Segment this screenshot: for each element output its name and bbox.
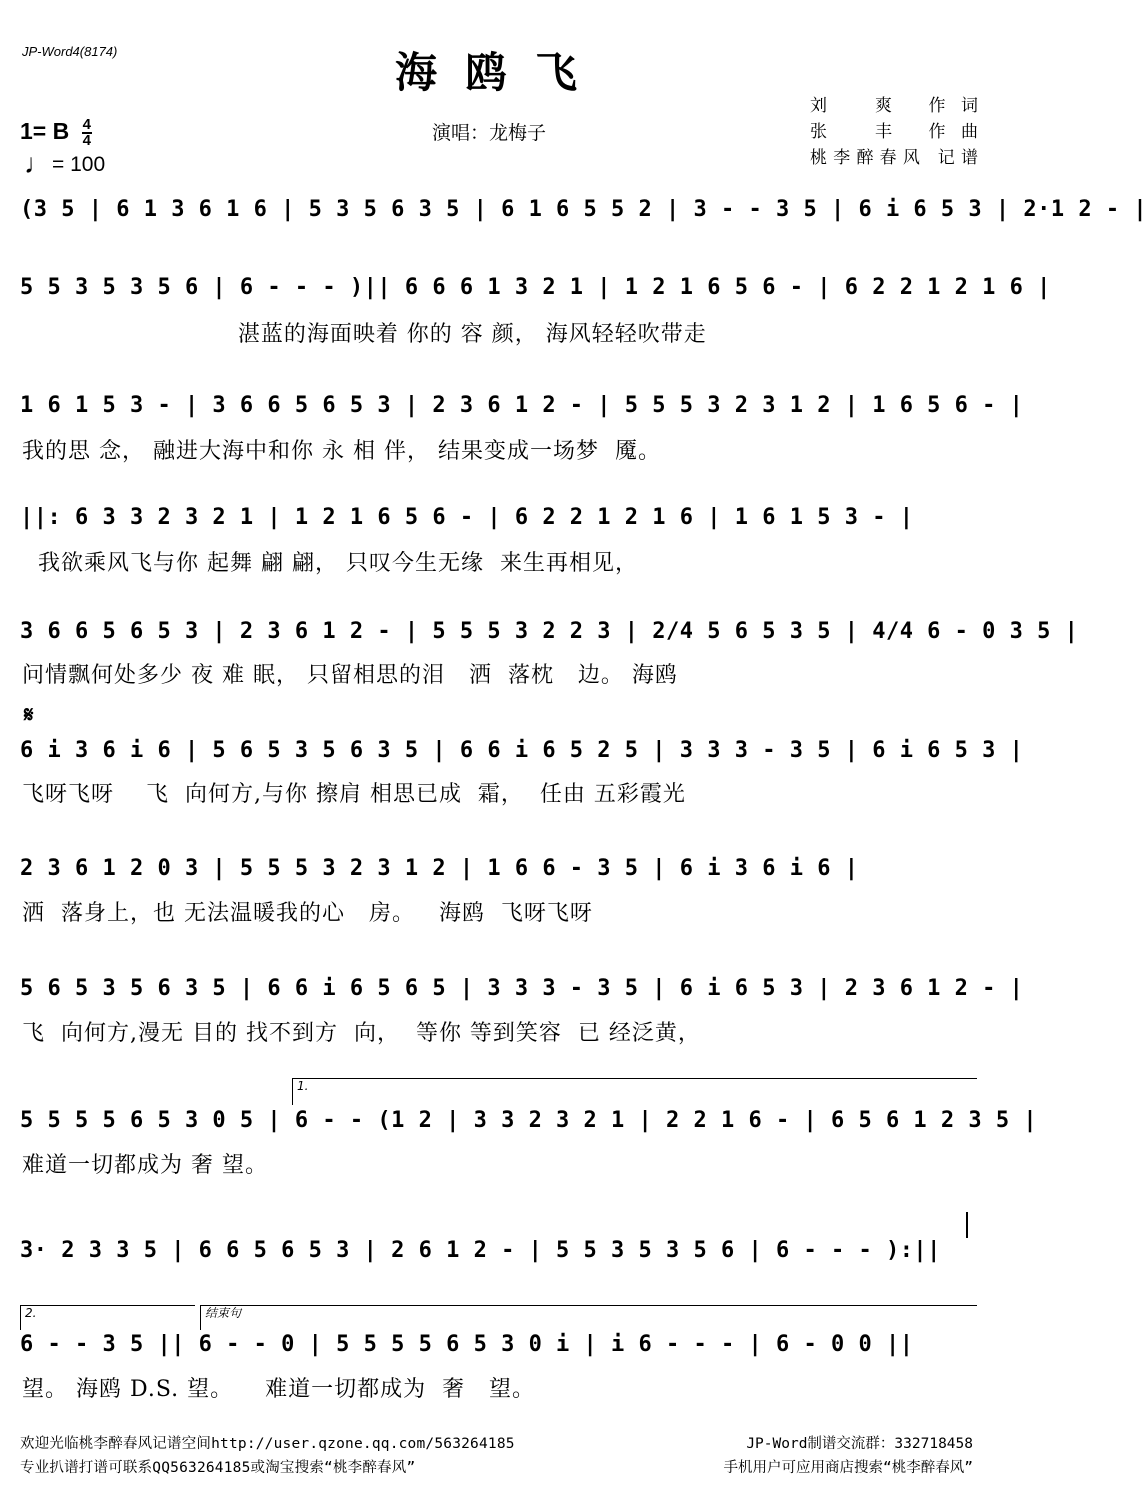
composer-credit: 张 丰 作曲 <box>810 122 978 142</box>
notation-line-4: ||: 6 3 3 2 3 2 1 | 1 2 1 6 5 6 - | 6 2 2 1 2 1 6 | 1 6 1 5 3 - | <box>20 505 914 530</box>
notation-line-10: 3· 2 3 3 5 | 6 6 5 6 5 3 | 2 6 1 2 - | 5 5 3 5 3 5 6 | 6 - - - ):|| <box>20 1238 941 1263</box>
lyric-line-8: 飞 向何方,漫无 目的 找不到方 向， 等你 等到笑容 已 经泛黄， <box>22 1021 701 1046</box>
lyric-line-6: 飞呀飞呀 飞 向何方,与你 擦肩 相思已成 霜， 任由 五彩霞光 <box>22 782 686 807</box>
lyric-line-4: 我欲乘风飞与你 起舞 翩 翩， 只叹今生无缘 来生再相见， <box>22 551 638 576</box>
quarter-note-icon: ♩ <box>24 148 52 179</box>
key-text: 1= B <box>20 118 70 145</box>
time-top: 4 <box>82 116 91 133</box>
volta-first-ending <box>292 1078 977 1105</box>
volta-1-label: 1. <box>297 1079 309 1093</box>
transcriber-credit: 桃李醉春风 记谱 <box>810 148 978 168</box>
software-label: JP-Word4(8174) <box>22 44 118 59</box>
song-title: 海鸥飞 <box>394 48 605 97</box>
volta-continuation <box>966 1212 968 1238</box>
ending-phrase-bracket <box>200 1305 977 1330</box>
singer-credit: 演唱：龙梅子 <box>432 122 547 144</box>
notation-line-9: 5 5 5 5 6 5 3 0 5 | 6 - - (1 2 | 3 3 2 3 2 1 | 2 2 1 6 - | 6 5 6 1 2 3 5 | <box>20 1108 1038 1133</box>
footer-website: 欢迎光临桃李醉春风记谱空间http://user.qzone.qq.com/563264185 <box>20 1436 515 1452</box>
time-bottom: 4 <box>82 132 91 149</box>
notation-line-3: 1 6 1 5 3 - | 3 6 6 5 6 5 3 | 2 3 6 1 2 - | 5 5 5 3 2 3 1 2 | 1 6 5 6 - | <box>20 393 1024 418</box>
tempo-value: = 100 <box>52 153 106 176</box>
notation-line-6: 6 i 3 6 i 6 | 5 6 5 3 5 6 3 5 | 6 6 i 6 5 2 5 | 3 3 3 - 3 5 | 6 i 6 5 3 | <box>20 738 1024 763</box>
lyric-line-5: 问情飘何处多少 夜 难 眠， 只留相思的泪 洒 落枕 边。 海鸥 <box>22 663 678 688</box>
volta-second-ending <box>20 1305 195 1330</box>
lyric-line-3: 我的思 念， 融进大海中和你 永 相 伴， 结果变成一场梦 魇。 <box>22 439 661 464</box>
lyricist-credit: 刘 爽 作词 <box>810 96 978 116</box>
volta-2-label: 2. <box>25 1306 37 1320</box>
notation-line-7: 2 3 6 1 2 0 3 | 5 5 5 3 2 3 1 2 | 1 6 6 - 3 5 | 6 i 3 6 i 6 | <box>20 856 859 881</box>
notation-line-5: 3 6 6 5 6 5 3 | 2 3 6 1 2 - | 5 5 5 3 2 2 3 | 2/4 5 6 5 3 5 | 4/4 6 - 0 3 5 | <box>20 619 1079 644</box>
lyric-line-7: 洒 落身上，也 无法温暖我的心 房。 海鸥 飞呀飞呀 <box>22 901 593 926</box>
key-signature <box>20 118 92 148</box>
notation-line-8: 5 6 5 3 5 6 3 5 | 6 6 i 6 5 6 5 | 3 3 3 - 3 5 | 6 i 6 5 3 | 2 3 6 1 2 - | <box>20 976 1024 1001</box>
notation-line-11: 6 - - 3 5 || 6 - - 0 | 5 5 5 5 6 5 3 0 i | i 6 - - - | 6 - 0 0 || <box>20 1332 914 1357</box>
notation-line-2: 5 5 3 5 3 5 6 | 6 - - - )|| 6 6 6 1 3 2 1 | 1 2 1 6 5 6 - | 6 2 2 1 2 1 6 | <box>20 275 1051 300</box>
credits-block <box>810 93 978 171</box>
footer-contact: 专业扒谱打谱可联系QQ563264185或淘宝搜索“桃李醉春风” <box>20 1460 416 1476</box>
ending-label: 结束句 <box>205 1306 242 1320</box>
time-signature <box>82 118 92 148</box>
footer-app: 手机用户可应用商店搜索“桃李醉春风” <box>723 1460 973 1476</box>
lyric-line-11: 望。 海鸥 D.S. 望。 难道一切都成为 奢 望。 <box>22 1377 536 1402</box>
lyric-line-2: 湛蓝的海面映着 你的 容 颜， 海风轻轻吹带走 <box>22 322 707 347</box>
notation-line-1: (3 5 | 6 1 3 6 1 6 | 5 3 5 6 3 5 | 6 1 6 5 5 2 | 3 - - 3 5 | 6 i 6 5 3 | 2·1 2 - | <box>20 197 1147 222</box>
footer-group: JP-Word制谱交流群：332718458 <box>746 1436 973 1452</box>
segno-icon: 𝄋 <box>24 703 34 728</box>
lyric-line-9: 难道一切都成为 奢 望。 <box>22 1153 268 1178</box>
tempo-marking <box>24 148 105 180</box>
